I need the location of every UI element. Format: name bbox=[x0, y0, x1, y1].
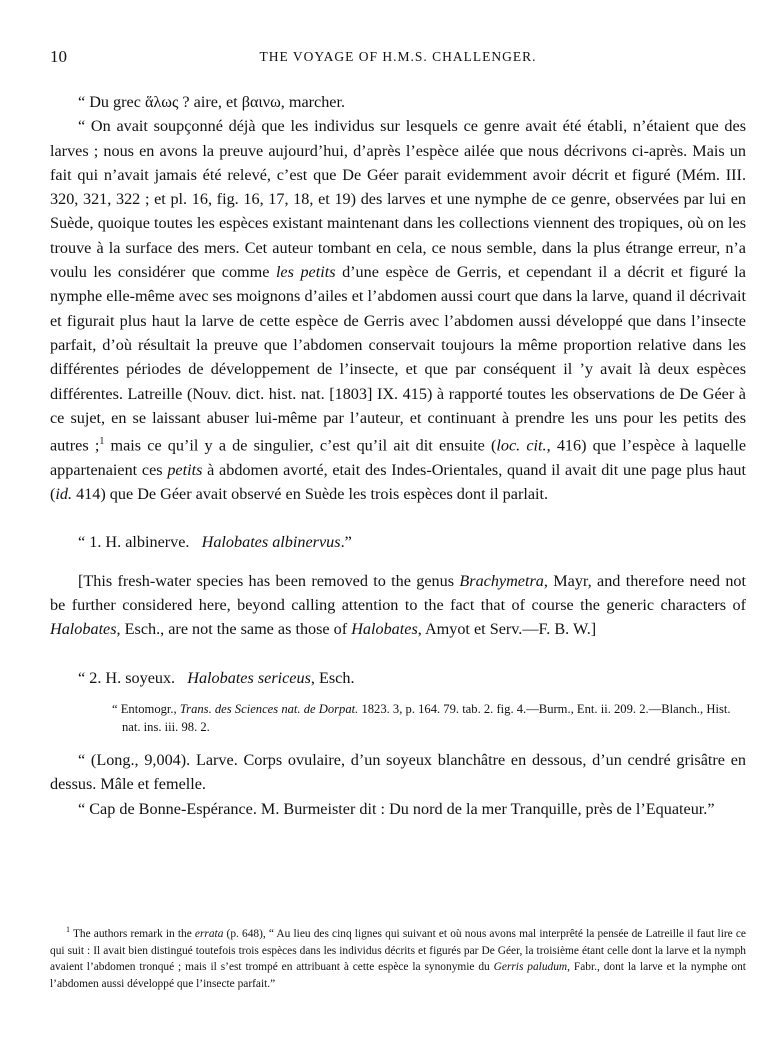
text-run: “ On avait soupçonné déjà que les individus sur lesquels ce genre avait été établi, n’étaient que des larves ; nous en avons la preuve aujourd’hui, d’après l’espèce ailée que nous décrivons ci-après. Mais un fait qui n’avait jamais été relevé, c’est que De Géer parait evidemment avoir décrit et figuré (Mém. III. 320, 321, 322 ; et pl. 16, fig. 16, 17, 18, et 19) des larves et une nymphe de ce genre, observées par lui en Suède, quoique toutes les espèces existant maintenant dans les collections viennent des tropiques, où on les trouve à la surface des mers. Cet auteur tombant en cela, ce nous semble, dans la plus étrange erreur, n’a voulu les considérer que comme bbox=[50, 117, 746, 282]
species-number: “ 2. H. soyeux. bbox=[78, 668, 176, 687]
text-run: The authors remark in the bbox=[72, 927, 192, 940]
text-run: (p. 648), “ Au lieu des cinq lignes qui suivant et où nous avons mal interprêté la pensée de Latreille il faut lire ce qui suit : Il avait bien distingué toutefois trois espèces dans les individus décrits et figurés par De Géer, la troisième étant celle dont la larve et la nymph avaient l’abdomen tronqué ; mais il s’est trompé en attribuant à cette espèce la synonymie du bbox=[50, 927, 746, 974]
text-run: 1823. 3, p. 164. 79. tab. 2. fig. 4.—Burm., Ent. ii. 209. 2.—Blanch., Hist. nat. ins. iii. 98. 2. bbox=[122, 701, 731, 734]
editor-note-paragraph bbox=[50, 569, 746, 642]
page-header bbox=[50, 47, 746, 67]
footnotes bbox=[50, 922, 746, 993]
species-heading-soyeux bbox=[50, 666, 746, 690]
italic-text: les petits bbox=[275, 263, 336, 282]
page-number: 10 bbox=[50, 47, 67, 66]
text-run: à abdomen avorté, etait des Indes-Orientales, quand il avait dit une page plus haut ( bbox=[50, 460, 747, 504]
text-run: , Esch., are not the same as those of bbox=[116, 620, 348, 639]
species-heading-albinerve bbox=[50, 530, 746, 554]
footnote-number: 1 bbox=[66, 925, 70, 934]
text-run: .” bbox=[340, 533, 352, 552]
species-name: Halobates sericeus bbox=[187, 668, 311, 687]
italic-text: Gerris paludum bbox=[493, 961, 568, 974]
italic-text: Halobates bbox=[50, 620, 117, 639]
description-paragraph: “ (Long., 9,004). Larve. Corps ovulaire, d’un soyeux blanchâtre en dessous, d’un cendré grisâtre en dessus. Mâle et femelle. bbox=[50, 750, 746, 794]
text-run: , 416) que l’espèce à laquelle appartenaient ces bbox=[50, 436, 747, 479]
species-name: Halobates albinervus bbox=[201, 533, 341, 552]
text-run: 414) que De Géer avait observé en Suède les trois espèces dont il parlait. bbox=[76, 485, 549, 504]
bibliographic-reference bbox=[50, 700, 746, 736]
text-run: d’une espèce de Gerris, et cependant il a décrit et figuré la nymphe elle-même avec ses moignons d’ailes et l’abdomen aussi court que dans la larve, quand il décrivait et figurait plus haut la larve de cette espèce de Gerris avec l’abdomen aussi développé que dans l’insecte parfait, d’où résultait la preuve que l’abdomen conservait toujours la même proportion relative dans les différentes périodes de développement de l’insecte, et que par conséquent il ’y avait là deux espèces différentes. Latreille (Nouv. dict. hist. nat. [1803] IX. 415) à rapporté toutes les observations de De Géer à ce sujet, en se laissant abuser lui-même par l’auteur, et continuant à prendre les uns pour les petits des autres ; bbox=[50, 263, 746, 455]
page-body bbox=[50, 90, 746, 821]
italic-text: Trans. des Sciences nat. de Dorpat. bbox=[179, 701, 359, 716]
text-run: , Esch. bbox=[310, 668, 355, 687]
footnote-1 bbox=[50, 922, 746, 993]
etymology-paragraph: “ Du grec ἅλως ? aire, et βαινω, marcher. bbox=[78, 93, 346, 111]
italic-text: id. bbox=[55, 485, 73, 504]
locality-paragraph: “ Cap de Bonne-Espérance. M. Burmeister dit : Du nord de la mer Tranquille, près de l’Equateur.” bbox=[78, 799, 715, 818]
text-run: “ Entomogr., bbox=[112, 701, 177, 716]
text-run: [This fresh-water species has been removed to the genus bbox=[78, 571, 455, 590]
running-head: THE VOYAGE OF H.M.S. CHALLENGER. bbox=[259, 49, 537, 64]
french-commentary-paragraph bbox=[50, 114, 746, 506]
species-number: “ 1. H. albinerve. bbox=[78, 533, 190, 552]
text-run: mais ce qu’il y a de singulier, c’est qu’il ait dit ensuite ( bbox=[110, 436, 497, 455]
italic-text: petits bbox=[167, 460, 203, 479]
italic-text: loc. cit. bbox=[496, 436, 547, 455]
text-run: , Amyot et Serv.—F. B. W.] bbox=[417, 620, 597, 639]
italic-text: errata bbox=[194, 927, 224, 940]
text-run: , Mayr, and therefore need not be further considered here, beyond calling attention to the fact that of course the generic characters of bbox=[50, 571, 747, 615]
footnote-ref: 1 bbox=[99, 436, 105, 448]
text-run: , Fabr., dont la larve et la nymphe ont l’abdomen aussi développé que l’insecte parfait.” bbox=[50, 961, 746, 991]
italic-text: Brachymetra bbox=[459, 571, 544, 590]
italic-text: Halobates bbox=[351, 620, 418, 639]
